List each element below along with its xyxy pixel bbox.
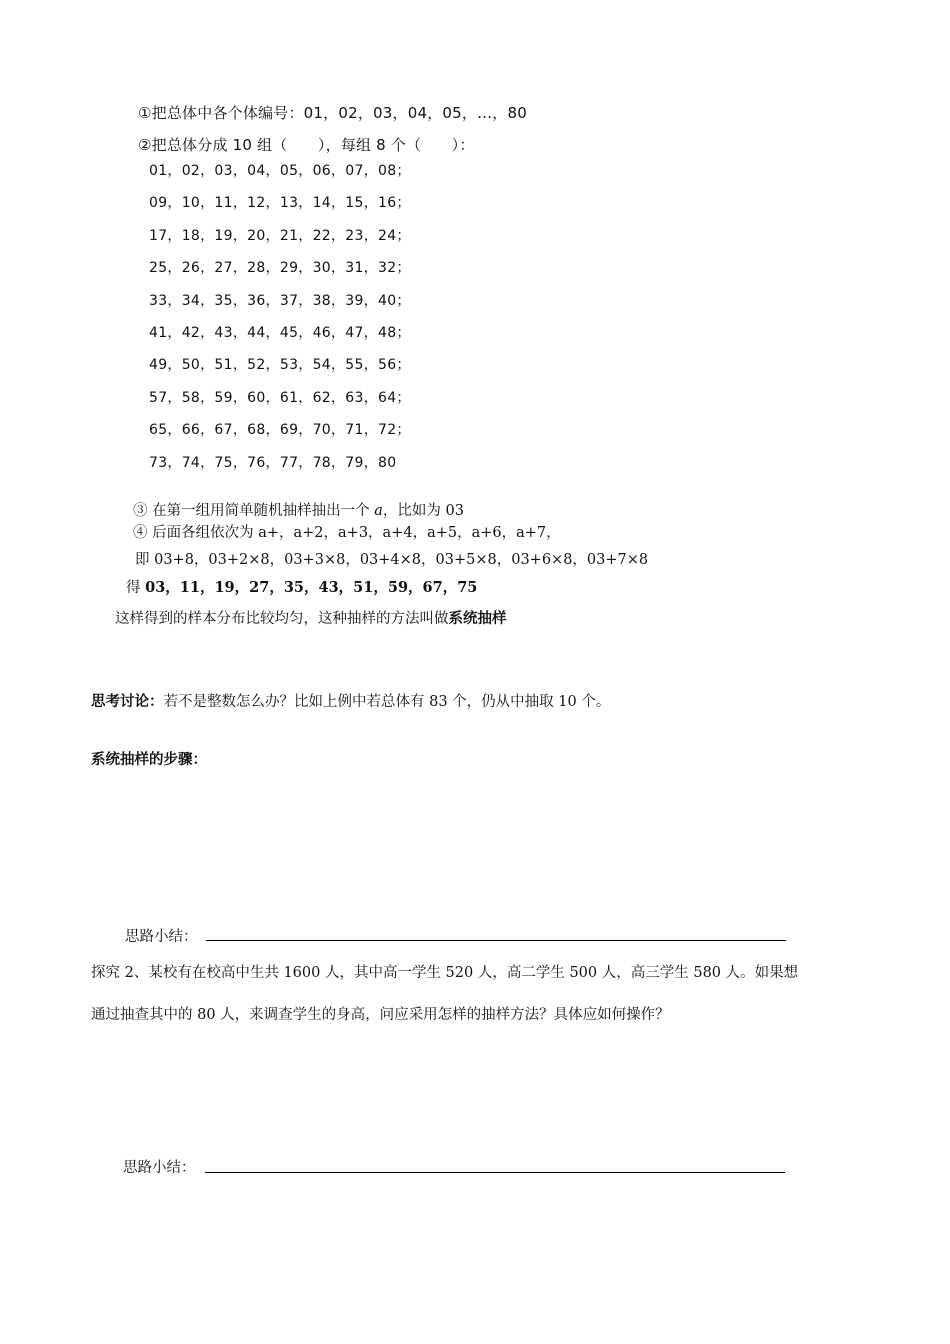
discussion-label: 思考讨论： xyxy=(91,693,164,710)
conclusion-prefix: 这样得到的样本分布比较均匀，这种抽样的方法叫做 xyxy=(115,611,449,627)
number-group-row: 41，42，43，44，45，46，47，48； xyxy=(149,325,411,341)
summary-1-label: 思路小结： xyxy=(125,929,198,945)
number-group-row: 65，66，67，68，69，70，71，72； xyxy=(149,422,411,438)
number-group-row: 25，26，27，28，29，30，31，32； xyxy=(149,260,411,276)
inquiry-2-line-1: 探究 2、某校有在校高中生共 1600 人，其中高一学生 520 人，高二学生 500 人，高三学生 580 人。如果想 xyxy=(91,965,799,981)
number-group-row: 01，02，03，04，05，06，07，08； xyxy=(149,163,411,179)
result-values: 03，11，19，27，35，43，51，59，67，75 xyxy=(145,579,478,596)
conclusion-term: 系统抽样 xyxy=(448,610,507,627)
number-group-row: 33，34，35，36，37，38，39，40； xyxy=(149,293,411,309)
inquiry-2-line-2: 通过抽查其中的 80 人，来调查学生的身高，问应采用怎样的抽样方法？具体应如何操作？ xyxy=(91,1007,670,1023)
step-3-suffix: ，比如为 03 xyxy=(382,503,464,519)
summary-1-answer-line[interactable] xyxy=(206,940,786,941)
discussion-text: 若不是整数怎么办？比如上例中若总体有 83 个，仍从中抽取 10 个。 xyxy=(163,694,611,710)
number-group-row: 73，74，75，76，77，78，79，80 xyxy=(149,455,397,471)
discussion-line xyxy=(91,690,610,711)
number-group-row: 57，58，59，60，61，62，63，64； xyxy=(149,390,411,406)
summary-2-answer-line[interactable] xyxy=(205,1172,785,1173)
step-1-text: ①把总体中各个体编号：01，02，03，04，05，…，80 xyxy=(138,104,527,122)
number-group-row: 49，50，51，52，53，54，55，56； xyxy=(149,357,411,373)
step-3-variable: a xyxy=(374,503,383,519)
step-3-text xyxy=(133,499,464,520)
number-group-row: 17，18，19，20，21，22，23，24； xyxy=(149,228,411,244)
step-4-text: ④ 后面各组依次为 a+，a+2，a+3，a+4，a+5，a+6，a+7， xyxy=(133,525,561,541)
step-4-expression: 即 03+8，03+2×8，03+3×8，03+4×8，03+5×8，03+6×8，03+7×8 xyxy=(135,552,649,568)
summary-2-label: 思路小结： xyxy=(123,1160,196,1176)
steps-heading: 系统抽样的步骤： xyxy=(91,751,207,768)
step-3-prefix: ③ 在第一组用简单随机抽样抽出一个 xyxy=(133,503,375,519)
step-2-text: ②把总体分成 10 组（ ），每组 8 个（ ）： xyxy=(138,136,475,154)
result-prefix: 得 xyxy=(126,580,146,596)
result-line xyxy=(126,576,477,597)
conclusion-line xyxy=(115,607,507,628)
number-group-row: 09，10，11，12，13，14，15，16； xyxy=(149,195,411,211)
